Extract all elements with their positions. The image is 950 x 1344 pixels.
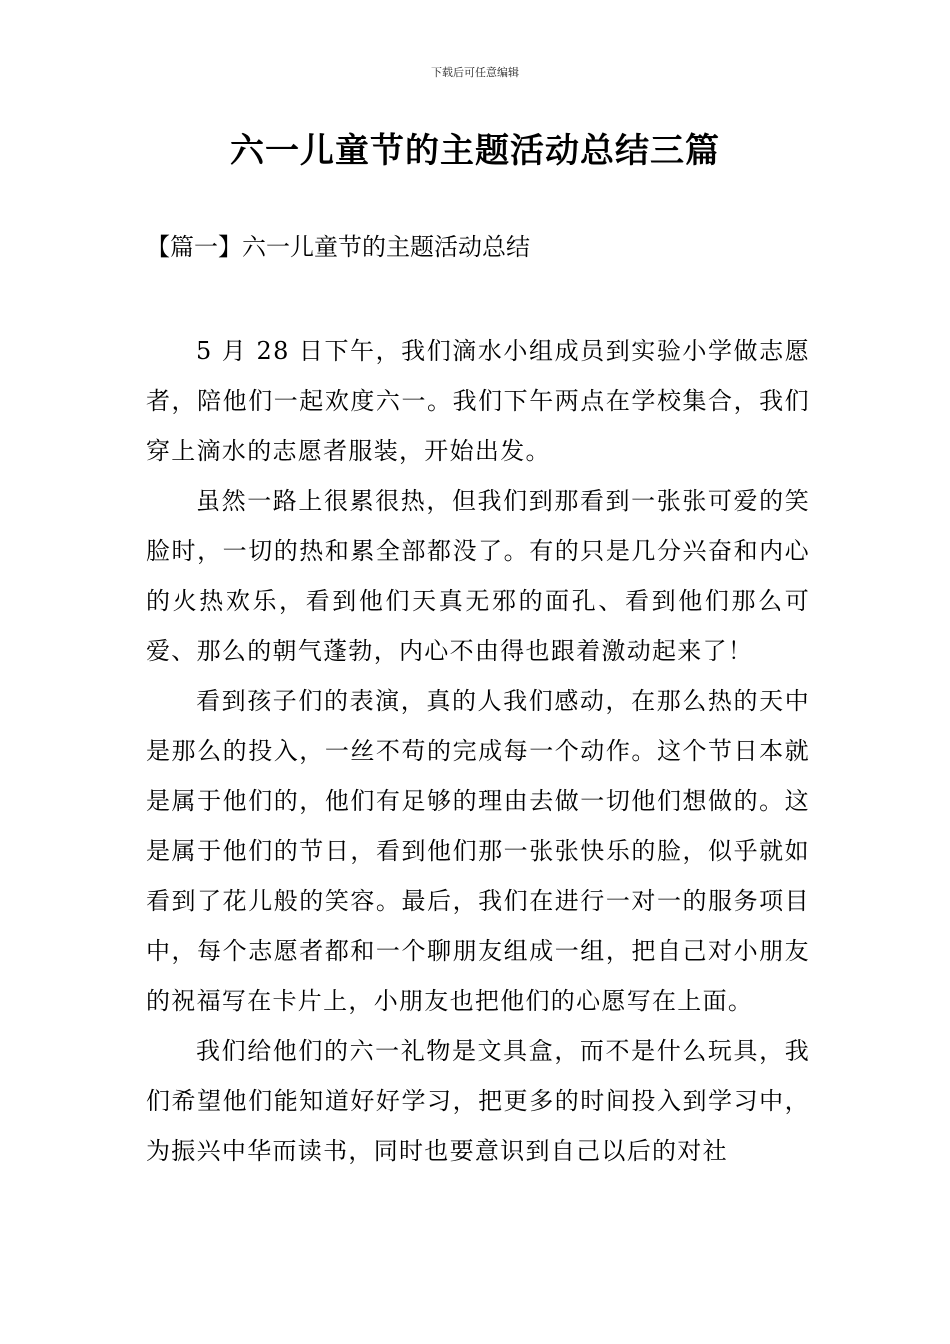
paragraph: 看到孩子们的表演，真的人我们感动，在那么热的天中是那么的投入，一丝不苟的完成每一个动作。这个节日本就是属于他们的，他们有足够的理由去做一切他们想做的。这是属于他们的节日，看到他们那一张张快乐的脸，似乎就如看到了花儿般的笑容。最后，我们在进行一对一的服务项目中，每个志愿者都和一个聊朋友组成一组，把自己对小朋友的祝福写在卡片上，小朋友也把他们的心愿写在上面。	[146, 687, 810, 1015]
document-title: 六一儿童节的主题活动总结三篇	[230, 131, 720, 171]
paragraph: 虽然一路上很累很热，但我们到那看到一张张可爱的笑脸时，一切的热和累全部都没了。有的只是几分兴奋和内心的火热欢乐，看到他们天真无邪的面孔、看到他们那么可爱、那么的朝气蓬勃，内心不由得也跟着激动起来了！	[146, 487, 810, 665]
section-heading: 【篇一】六一儿童节的主题活动总结	[146, 233, 530, 261]
header-note: 下载后可任意编辑	[431, 66, 519, 79]
document-body	[146, 326, 810, 1176]
paragraph: 5 月 28 日下午，我们滴水小组成员到实验小学做志愿者，陪他们一起欢度六一。我们下午两点在学校集合，我们穿上滴水的志愿者服装，开始出发。	[146, 337, 810, 465]
paragraph: 我们给他们的六一礼物是文具盒，而不是什么玩具，我们希望他们能知道好好学习，把更多的时间投入到学习中，为振兴中华而读书，同时也要意识到自己以后的对社	[146, 1037, 810, 1165]
